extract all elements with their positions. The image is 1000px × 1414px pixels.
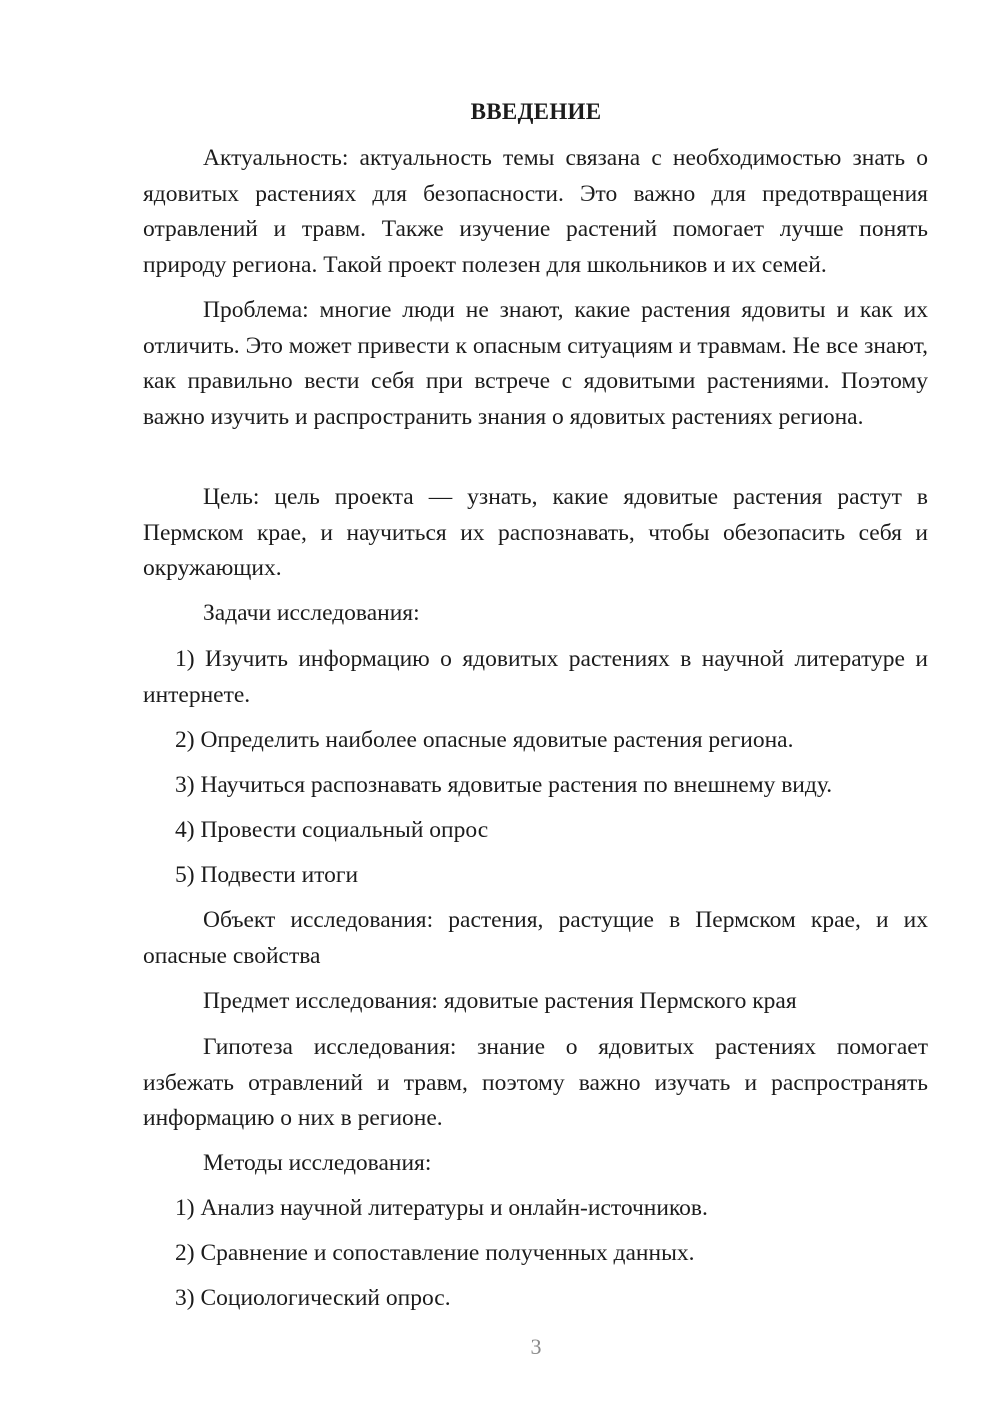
task-item-3: 3) Научиться распознавать ядовитые растения по внешнему виду. [175,772,833,798]
task-item-4: 4) Провести социальный опрос [175,817,489,843]
task-item-2: 2) Определить наиболее опасные ядовитые растения региона. [175,727,794,753]
subject-paragraph: Предмет исследования: ядовитые растения Пермского края [203,988,797,1014]
method-item-2: 2) Сравнение и сопоставление полученных данных. [175,1240,695,1266]
relevance-paragraph: Актуальность: актуальность темы связана с необходимостью знать о ядовитых растениях для безопасности. Это важно для предотвращения отравлений и травм. Также изучение растений помогает лучше понять природу региона. Такой проект полезен для школьников и их семей. [143,145,928,278]
hypothesis-paragraph: Гипотеза исследования: знание о ядовитых растениях помогает избежать отравлений и травм, поэтому важно изучать и распространять информацию о них в регионе. [143,1034,928,1131]
task-item-1: 1) Изучить информацию о ядовитых растениях в научной литературе и интернете. [143,646,928,708]
tasks-heading: Задачи исследования: [203,600,420,626]
method-item-1: 1) Анализ научной литературы и онлайн-источников. [175,1195,708,1221]
task-item-5: 5) Подвести итоги [175,862,359,888]
page-title: ВВЕДЕНИЕ [470,99,602,124]
page-number: 3 [530,1334,542,1359]
problem-paragraph: Проблема: многие люди не знают, какие растения ядовиты и как их отличить. Это может привести к опасным ситуациям и травмам. Не все знают, как правильно вести себя при встрече с ядовитыми растениями. Поэтому важно изучить и распространить знания о ядовитых растениях региона. [143,297,928,430]
method-item-3: 3) Социологический опрос. [175,1285,451,1311]
goal-paragraph: Цель: цель проекта — узнать, какие ядовитые растения растут в Пермском крае, и научиться их распознавать, чтобы обезопасить себя и окружающих. [143,484,928,581]
methods-heading: Методы исследования: [203,1150,432,1176]
object-paragraph: Объект исследования: растения, растущие в Пермском крае, и их опасные свойства [143,907,928,969]
